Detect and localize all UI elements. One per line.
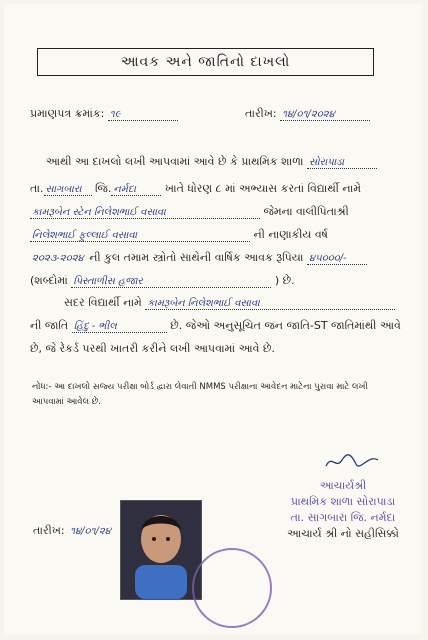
body-line-9: છે, જે રેકર્ડ પરથી ખાતરી કરીને લખી આપવામાં આવે છે. — [30, 342, 275, 355]
body-line-7: સદર વિદ્યાર્થી નામે કામરૂબેન નિલેશભાઈ વસાવા — [64, 296, 395, 310]
student-name-2: કામરૂબેન નિલેશભાઈ વસાવા — [147, 298, 260, 309]
certificate-number-row — [30, 107, 178, 121]
stamp-line-2: તા. સાગબારા જિ. નર્મદા — [290, 511, 396, 524]
certificate-no-label: પ્રમાણપત્ર ક્રમાંક: — [30, 107, 105, 120]
body-line-6: (શબ્દોમાં પિસ્તાળીસ હજાર ) છે. — [30, 274, 295, 287]
income-amount: ૪૫૦૦૦/- — [308, 253, 347, 264]
document-title — [37, 48, 374, 76]
school-round-stamp — [192, 548, 272, 628]
bottom-date: તારીખ: ૧૪/૦૧/૨૪ — [33, 524, 111, 537]
student-photo — [120, 500, 202, 600]
income-in-words: પિસ્તાળીસ હજાર — [73, 276, 143, 287]
date-row — [245, 107, 370, 121]
body-line-1: આથી આ દાખલો લખી આપવામાં આવે છે કે પ્રાથમિક શાળા સોરાપાડા — [46, 155, 377, 169]
body-line-4: નિલેશભાઈ ફુલ્લાઈ વસાવા ની નાણાકીય વર્ષ — [32, 228, 328, 241]
student-name: કામરૂબેન સ્ટેન નિલેશભાઈ વસાવા — [32, 207, 166, 218]
note-text: નોંધ:- આ દાખલો સજ્ય પરીક્ષા બોર્ડ દ્વારા લેવાતી NMMS પરીક્ષાના આવેદન માટેના પુરાવા માટે લખી આપવામાં આવેલ છે. — [32, 382, 368, 407]
taluka: સાગબારા — [45, 184, 82, 195]
body-line-8: ની જાતિ હિંદુ - ભીલ છે. જેઓ અનુસૂચિત જન જાતિ-ST જાતિમાંથી આવે — [30, 319, 401, 332]
date-field: ૧૪/૦૧/૨૦૨૪ — [280, 107, 370, 121]
principal-sign-block — [268, 478, 418, 542]
sign-footer: આચાર્ય શ્રી નો સહીસિક્કો — [287, 527, 399, 540]
body-line-2: તા. સાગબારા જિ. નર્મદા ખાતે ધોરણ ૮ માં અભ્યાસ કરતાં વિદ્યાર્થી નામે — [30, 182, 362, 195]
district: નર્મદા — [113, 184, 136, 195]
signature — [322, 450, 382, 472]
certificate-no-field: ૧૯ — [108, 107, 178, 121]
body-line-5: ૨૦૨૩-૨૦૨૪ ની કુલ તમામ સ્ત્રોતો સાથેની વાર્ષિક આવક રૂપિયા ૪૫૦૦૦/- — [30, 251, 367, 265]
date-label: તારીખ: — [245, 107, 277, 120]
title-text: આવક અને જાતિનો દાખલો — [120, 54, 291, 70]
body-line-3: કામરૂબેન સ્ટેન નિલેશભાઈ વસાવા જેમના વાલીપિતાશ્રી — [32, 205, 349, 218]
stamp-line-1: પ્રાથમિક શાળા સોરાપાડા — [290, 495, 396, 508]
sign-role: આચાર્યશ્રી — [319, 479, 367, 492]
parent-name: નિલેશભાઈ ફુલ્લાઈ વસાવા — [32, 230, 138, 241]
student-photo-image — [121, 501, 201, 599]
financial-year: ૨૦૨૩-૨૦૨૪ — [32, 253, 84, 264]
school-name: સોરાપાડા — [309, 157, 345, 168]
caste: હિંદુ - ભીલ — [73, 321, 117, 332]
